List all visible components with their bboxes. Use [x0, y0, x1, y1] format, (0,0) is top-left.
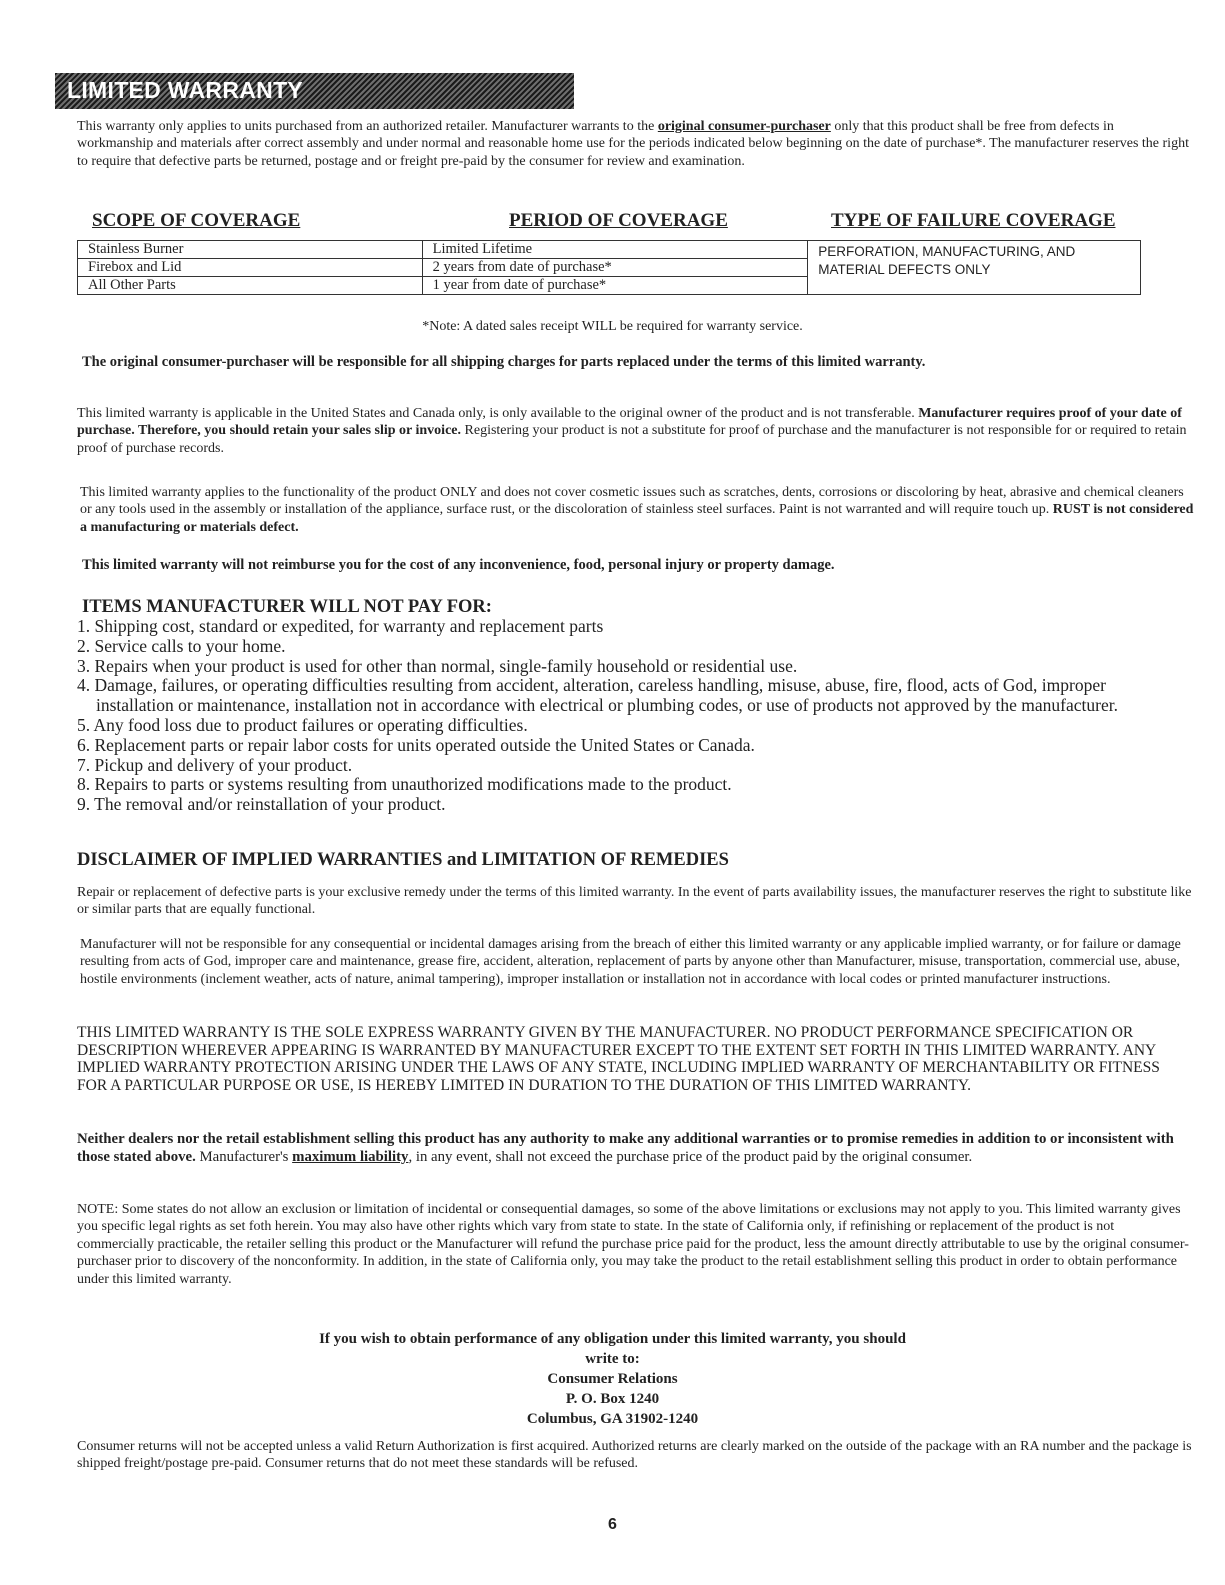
- contact-intro: If you wish to obtain performance of any obligation under this limited warranty, you should: [319, 1331, 906, 1347]
- list-item: 5. Any food loss due to product failures or operating difficulties.: [77, 714, 528, 735]
- dealers-statement: Neither dealers nor the retail establishment selling this product has any authority to make any additional warranties or to promise remedies in addition to or inconsistent with those stated above.: [77, 1131, 1174, 1165]
- reimburse-statement: This limited warranty will not reimburse you for the cost of any inconvenience, food, personal injury or property damage.: [82, 557, 835, 573]
- contact-city: Columbus, GA 31902-1240: [526, 1411, 699, 1427]
- period-cell: Limited Lifetime: [422, 241, 808, 259]
- proof-of-purchase-statement: Manufacturer requires proof of your date of purchase. Therefore, you should retain your sales slip or invoice.: [77, 406, 1182, 439]
- states-note-paragraph: NOTE: Some states do not allow an exclusion or limitation of incidental or consequential damages, so some of the above limitations or exclusions may not apply to you. This limited warranty gives you specific legal rights as set foth herein. You may also have other rights which vary from state to state. In the state of California only, if refinishing or replacement of the product is not commercially practicable, the retailer selling this product or the Manufacturer will refund the purchase price paid for the product, less the amount directly attributable to use by the original consumer-purchaser prior to discovery of the nonconformity. In addition, in the state of California only, you may take the product to the retail establishment selling this product in order to obtain performance under this limited warranty.: [77, 1202, 1189, 1287]
- items-not-paid-list: [77, 617, 1157, 815]
- list-item: 8. Repairs to parts or systems resulting from unauthorized modifications made to the product.: [77, 774, 732, 795]
- applicability-paragraph: [77, 405, 1192, 457]
- shipping-charges-statement: The original consumer-purchaser will be responsible for all shipping charges for parts replaced under the terms of this limited warranty.: [82, 354, 926, 370]
- intro-text-cont: only that this product shall be free from defects in workmanship and materials after correct assembly and under normal and reasonable home use for the periods indicated below beginning on the date of purchase*. The manufacturer reserves the right to require that defective parts be returned, postage and or freight pre-paid by the consumer for review and examination.: [77, 119, 1189, 169]
- scope-cell: Stainless Burner: [78, 241, 423, 259]
- dealers-text-cont: , in any event, shall not exceed the purchase price of the product paid by the original consumer.: [408, 1148, 973, 1165]
- scope-cell: Firebox and Lid: [78, 259, 423, 277]
- applicability-text-cont: Registering your product is not a substitute for proof of purchase and the manufacturer is not responsible for or required to retain proof of purchase records.: [77, 423, 1187, 456]
- intro-paragraph: [77, 118, 1192, 170]
- dealers-paragraph: [77, 1131, 1192, 1167]
- list-item: 4. Damage, failures, or operating difficulties resulting from accident, alteration, careless handling, misuse, abuse, fire, flood, acts of God, improper installation or maintenance, installation not in accordance with electrical or plumbing codes, or use of products not approved by the manufacturer.: [77, 675, 1118, 716]
- maximum-liability: maximum liability: [292, 1148, 409, 1165]
- disclaimer-heading: DISCLAIMER OF IMPLIED WARRANTIES and LIMITATION OF REMEDIES: [77, 850, 729, 870]
- scope-cell: All Other Parts: [78, 277, 423, 295]
- receipt-note: *Note: A dated sales receipt WILL be required for warranty service.: [422, 319, 803, 334]
- returns-paragraph: Consumer returns will not be accepted unless a valid Return Authorization is first acquired. Authorized returns are clearly marked on the outside of the package with an RA number and the package is shipped freight/postage pre-paid. Consumer returns that do not meet these standards will be refused.: [77, 1439, 1192, 1472]
- type-of-failure-heading: TYPE OF FAILURE COVERAGE: [831, 210, 1116, 231]
- limited-warranty-banner: [55, 73, 574, 109]
- contact-name: Consumer Relations: [547, 1371, 678, 1387]
- period-cell: 2 years from date of purchase*: [422, 259, 808, 277]
- list-item: 6. Replacement parts or repair labor costs for units operated outside the United States or Canada.: [77, 734, 755, 755]
- coverage-table: [77, 240, 1141, 295]
- contact-po-box: P. O. Box 1240: [565, 1391, 660, 1407]
- list-item: 7. Pickup and delivery of your product.: [77, 754, 353, 775]
- functionality-paragraph: [80, 484, 1195, 536]
- applicability-text: This limited warranty is applicable in the United States and Canada only, is only available to the original owner of the product and is not transferable.: [77, 406, 919, 421]
- intro-text: This warranty only applies to units purchased from an authorized retailer. Manufacturer warrants to the: [77, 119, 658, 134]
- dealers-text: Manufacturer's: [195, 1148, 293, 1165]
- failure-type-cell: PERFORATION, MANUFACTURING, AND MATERIAL DEFECTS ONLY: [808, 241, 1141, 295]
- sole-warranty-paragraph: THIS LIMITED WARRANTY IS THE SOLE EXPRESS WARRANTY GIVEN BY THE MANUFACTURER. NO PRODUCT PERFORMANCE SPECIFICATION OR DESCRIPTION WHEREVER APPEARING IS WARRANTED BY MANUFACTURER EXCEPT TO THE EXTENT SET FORTH IN THIS LIMITED WARRANTY. ANY IMPLIED WARRANTY PROTECTION ARISING UNDER THE LAWS OF ANY STATE, INCLUDING IMPLIED WARRANTY OF MERCHANTABILITY OR FITNESS FOR A PARTICULAR PURPOSE OR USE, IS HEREBY LIMITED IN DURATION TO THE DURATION OF THIS LIMITED WARRANTY.: [77, 1024, 1160, 1095]
- functionality-text: This limited warranty applies to the functionality of the product ONLY and does not cover cosmetic issues such as scratches, dents, corrosions or discoloring by heat, abrasive and chemical cleaners or any tools used in the assembly or installation of the appliance, surface rust, or the discoloration of stainless steel surfaces. Paint is not warranted and will require touch up.: [80, 485, 1184, 518]
- remedy-paragraph: Repair or replacement of defective parts is your exclusive remedy under the terms of this limited warranty. In the event of parts availability issues, the manufacturer reserves the right to substitute like or similar parts that are equally functional.: [77, 885, 1192, 918]
- list-item: 2. Service calls to your home.: [77, 635, 286, 656]
- list-item: 3. Repairs when your product is used for other than normal, single-family household or residential use.: [77, 655, 798, 676]
- contact-write-to: write to:: [585, 1351, 640, 1367]
- period-of-coverage-heading: PERIOD OF COVERAGE: [509, 210, 728, 231]
- period-cell: 1 year from date of purchase*: [422, 277, 808, 295]
- items-not-paid-heading: ITEMS MANUFACTURER WILL NOT PAY FOR:: [82, 597, 492, 617]
- page-number: 6: [608, 1516, 617, 1533]
- consequential-damages-paragraph: Manufacturer will not be responsible for any consequential or incidental damages arising from the breach of either this limited warranty or any applicable implied warranty, or for failure or damage resulting from acts of God, improper care and maintenance, grease fire, accident, alteration, replacement of parts by anyone other than Manufacturer, misuse, transportation, commercial use, abuse, hostile environments (inclement weather, acts of nature, animal tampering), improper installation or installation not in accordance with local codes or printed manufacturer instructions.: [80, 937, 1181, 987]
- original-consumer-purchaser: original consumer-purchaser: [657, 119, 831, 134]
- banner-title: LIMITED WARRANTY: [67, 77, 304, 103]
- scope-of-coverage-heading: SCOPE OF COVERAGE: [92, 210, 301, 231]
- list-item: 1. Shipping cost, standard or expedited, for warranty and replacement parts: [77, 616, 604, 636]
- rust-statement: RUST is not considered a manufacturing or materials defect.: [80, 502, 1194, 535]
- list-item: 9. The removal and/or reinstallation of your product.: [77, 794, 446, 815]
- table-row: [78, 241, 1141, 259]
